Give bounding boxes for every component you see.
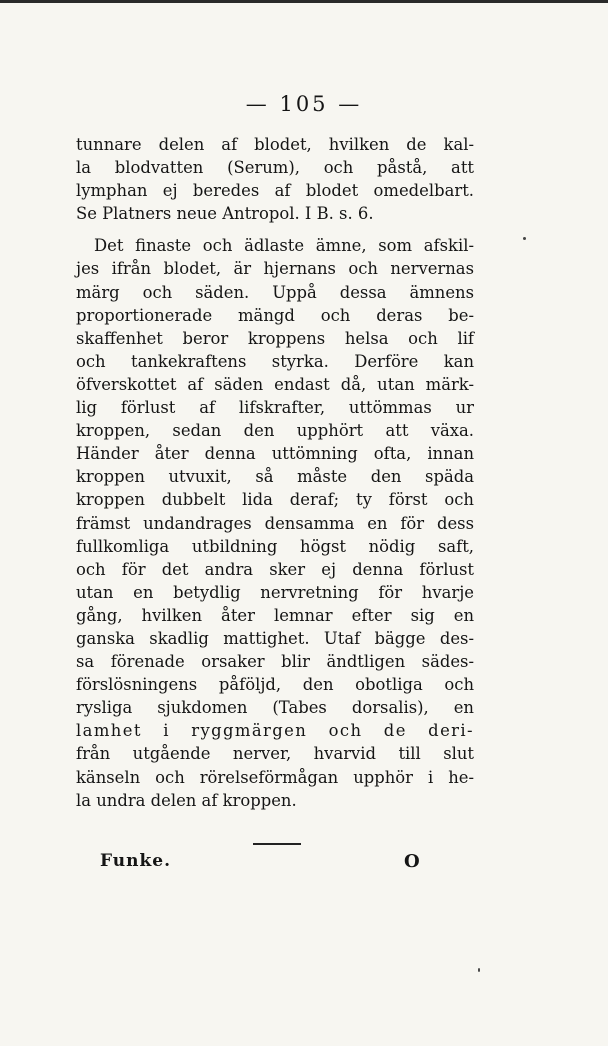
text-line: och tankekraftens styrka. Derföre kan <box>76 351 474 371</box>
text-line: jes ifrån blodet, är hjernans och nervernas <box>76 259 474 279</box>
text-line: känseln och rörelseförmågan upphör i he- <box>76 767 474 787</box>
text-line: fullkomliga utbildning högst nödig saft, <box>76 536 474 556</box>
text-line: Se Platners neue Antropol. I B. s. 6. <box>76 204 374 224</box>
text-line: förslösningens påföljd, den obotliga och <box>76 675 474 695</box>
text-line: Händer åter denna uttömning ofta, innan <box>76 444 474 464</box>
text-line: Det finaste och ädlaste ämne, som afskil- <box>94 236 474 256</box>
text-line: gång, hvilken åter lemnar efter sig en <box>76 605 474 625</box>
text-line: från utgående nerver, hvarvid till slut <box>76 744 474 764</box>
text-line: la blodvatten (Serum), och påstå, att <box>76 158 474 178</box>
text-line: tunnare delen af blodet, hvilken de kal- <box>76 135 474 154</box>
text-line: lymphan ej beredes af blodet omedelbart. <box>76 181 474 201</box>
text-line: kroppen dubbelt lida deraf; ty först och <box>76 490 474 510</box>
text-line: öfverskottet af säden endast då, utan märk- <box>76 374 474 394</box>
text-line: lig förlust af lifskrafter, uttömmas ur <box>76 398 474 418</box>
print-speck <box>523 237 526 240</box>
text-line: rysliga sjukdomen (Tabes dorsalis), en <box>76 698 474 718</box>
signature-mark: O <box>404 851 420 872</box>
text-line: kroppen utvuxit, så måste den späda <box>76 467 474 487</box>
top-border-rule <box>0 0 608 3</box>
signature: Funke. <box>100 851 172 871</box>
print-speck <box>478 968 480 972</box>
text-line: kroppen, sedan den upphört att växa. <box>76 421 474 441</box>
text-line: la undra delen af kroppen. <box>76 790 297 810</box>
page-header: — 105 — <box>245 92 363 116</box>
text-line: märg och säden. Uppå dessa ämnens <box>76 282 474 302</box>
closing-rule <box>253 843 301 845</box>
text-line: skaffenhet beror kroppens helsa och lif <box>76 328 474 348</box>
body-text <box>76 133 474 812</box>
text-line: främst undandrages densamma en för dess <box>76 513 474 533</box>
text-line: och för det andra sker ej denna förlust <box>76 559 474 579</box>
text-line: proportionerade mängd och deras be- <box>76 305 474 325</box>
text-line: lamhet i ryggmärgen och de deri- <box>76 721 474 741</box>
text-line: ganska skadlig mattighet. Utaf bägge des- <box>76 628 474 648</box>
text-line: sa förenade orsaker blir ändtligen sädes- <box>76 652 474 672</box>
text-line: utan en betydlig nervretning för hvarje <box>76 582 474 602</box>
